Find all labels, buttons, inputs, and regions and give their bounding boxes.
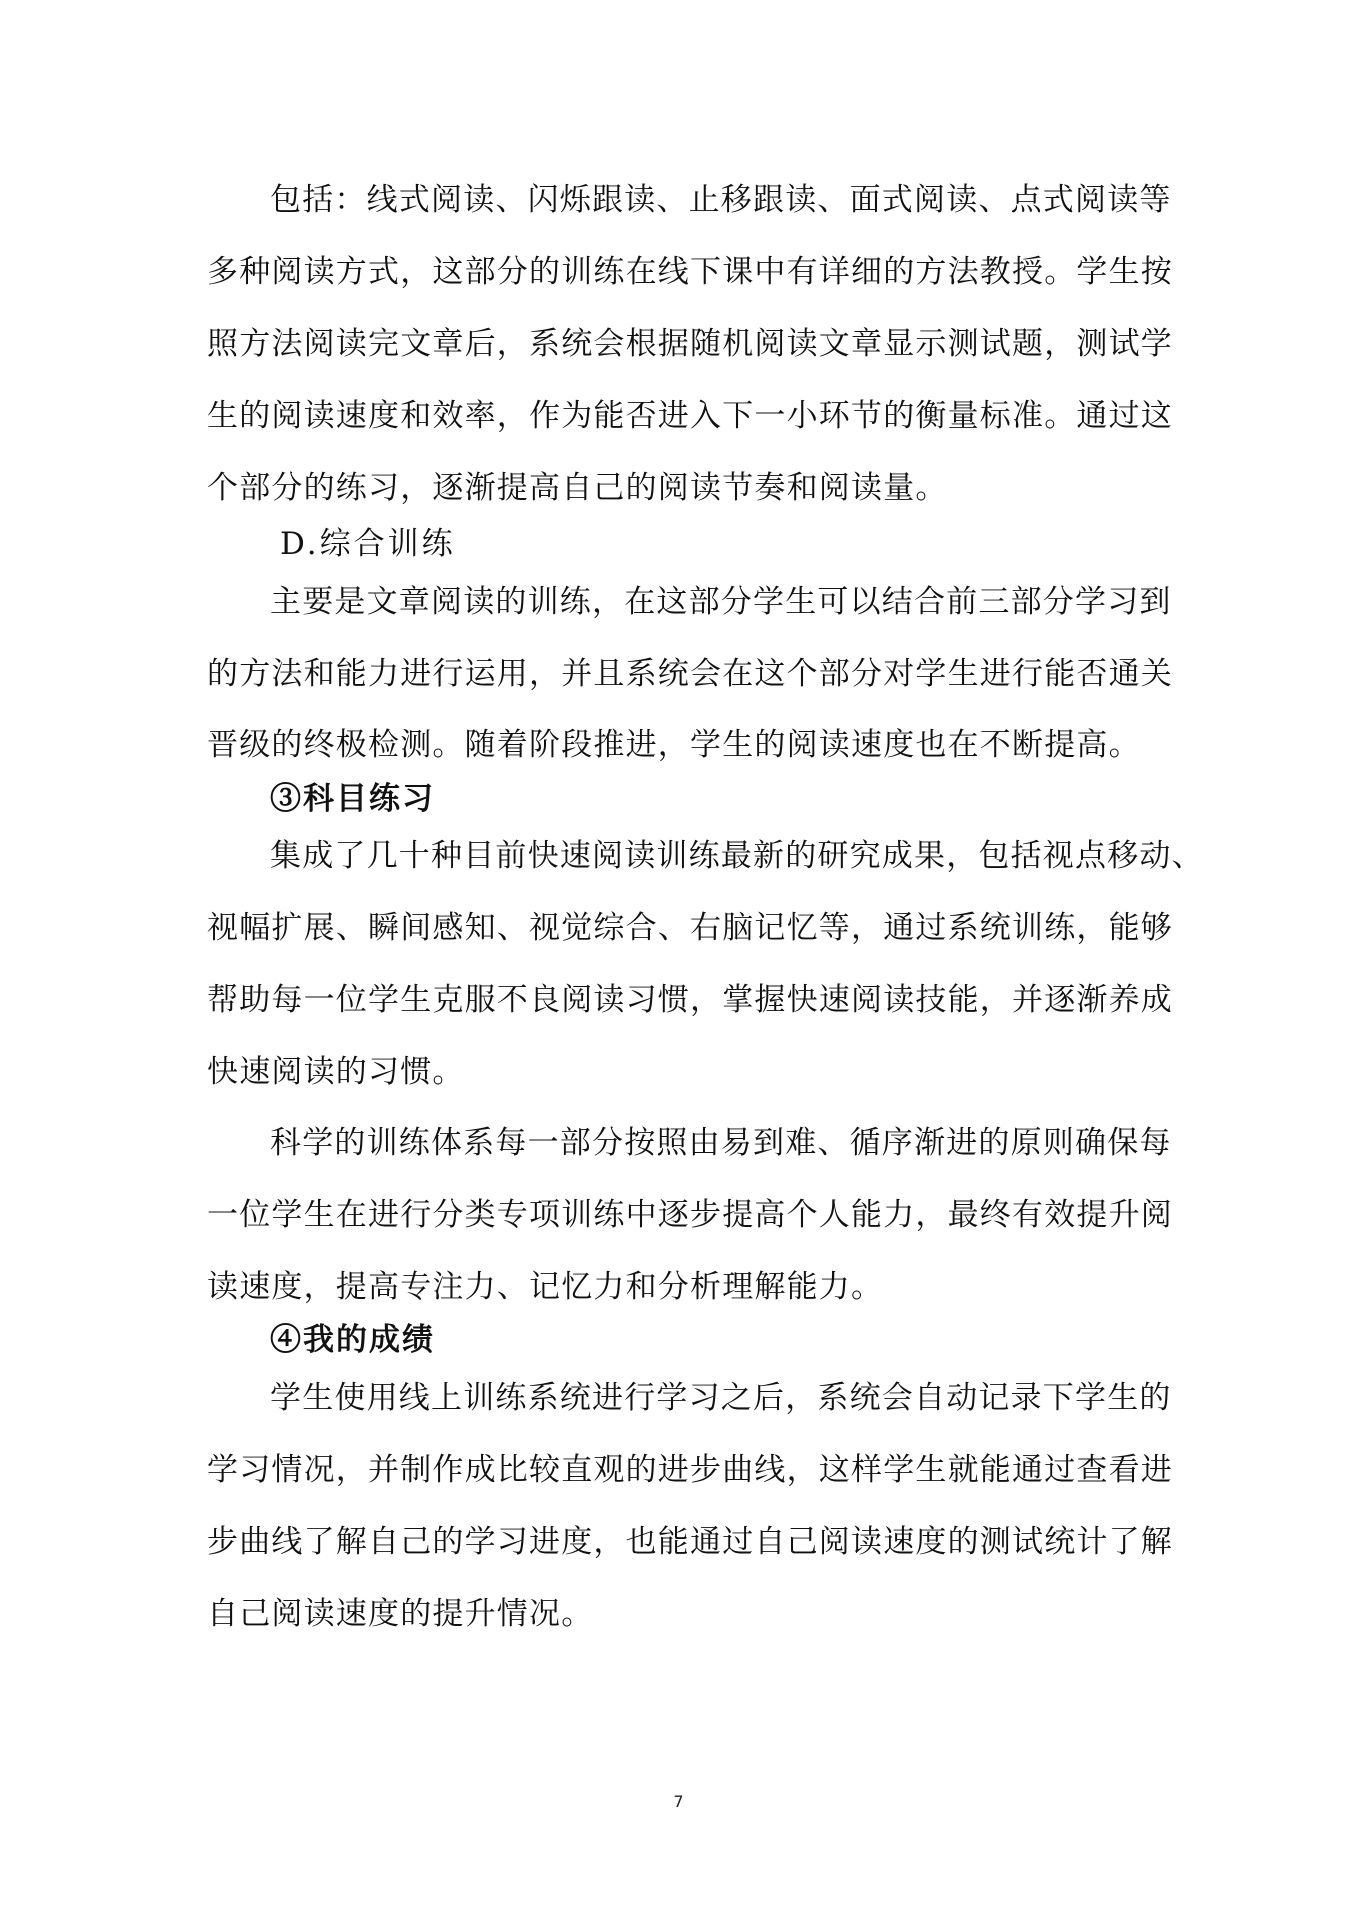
paragraph-line: 步曲线了解自己的学习进度，也能通过自己阅读速度的测试统计了解 [207,1524,1173,1560]
section-heading: ④我的成绩 [270,1322,435,1358]
section-heading: D.综合训练 [280,526,456,562]
paragraph-line: 学习情况，并制作成比较直观的进步曲线，这样学生就能通过查看进 [207,1452,1173,1488]
paragraph-line: 晋级的终极检测。随着阶段推进，学生的阅读速度也在不断提高。 [207,727,1141,763]
paragraph-line: 集成了几十种目前快速阅读训练最新的研究成果，包括视点移动、 [270,838,1204,874]
paragraph-line: 视幅扩展、瞬间感知、视觉综合、右脑记忆等，通过系统训练，能够 [207,910,1173,946]
section-heading: ③科目练习 [270,781,435,817]
paragraph-line: 的方法和能力进行运用，并且系统会在这个部分对学生进行能否通关 [207,656,1173,692]
paragraph-line: 生的阅读速度和效率，作为能否进入下一小环节的衡量标准。通过这 [207,398,1173,434]
paragraph-line: 学生使用线上训练系统进行学习之后，系统会自动记录下学生的 [270,1380,1172,1416]
paragraph-line: 照方法阅读完文章后，系统会根据随机阅读文章显示测试题，测试学 [207,326,1173,362]
paragraph-line: 个部分的练习，逐渐提高自己的阅读节奏和阅读量。 [207,470,948,506]
paragraph-line: 多种阅读方式，这部分的训练在线下课中有详细的方法教授。学生按 [207,254,1173,290]
paragraph-line: 一位学生在进行分类专项训练中逐步提高个人能力，最终有效提升阅 [207,1197,1173,1233]
paragraph-line: 帮助每一位学生克服不良阅读习惯，掌握快速阅读技能，并逐渐养成 [207,982,1173,1018]
page-number: 7 [673,1792,684,1811]
paragraph-line: 快速阅读的习惯。 [207,1054,465,1090]
paragraph-line: 科学的训练体系每一部分按照由易到难、循序渐进的原则确保每 [270,1125,1172,1161]
paragraph-line: 主要是文章阅读的训练，在这部分学生可以结合前三部分学习到 [270,584,1172,620]
paragraph-line: 包括：线式阅读、闪烁跟读、止移跟读、面式阅读、点式阅读等 [270,182,1172,218]
paragraph-line: 读速度，提高专注力、记忆力和分析理解能力。 [207,1269,884,1305]
paragraph-line: 自己阅读速度的提升情况。 [207,1596,594,1632]
